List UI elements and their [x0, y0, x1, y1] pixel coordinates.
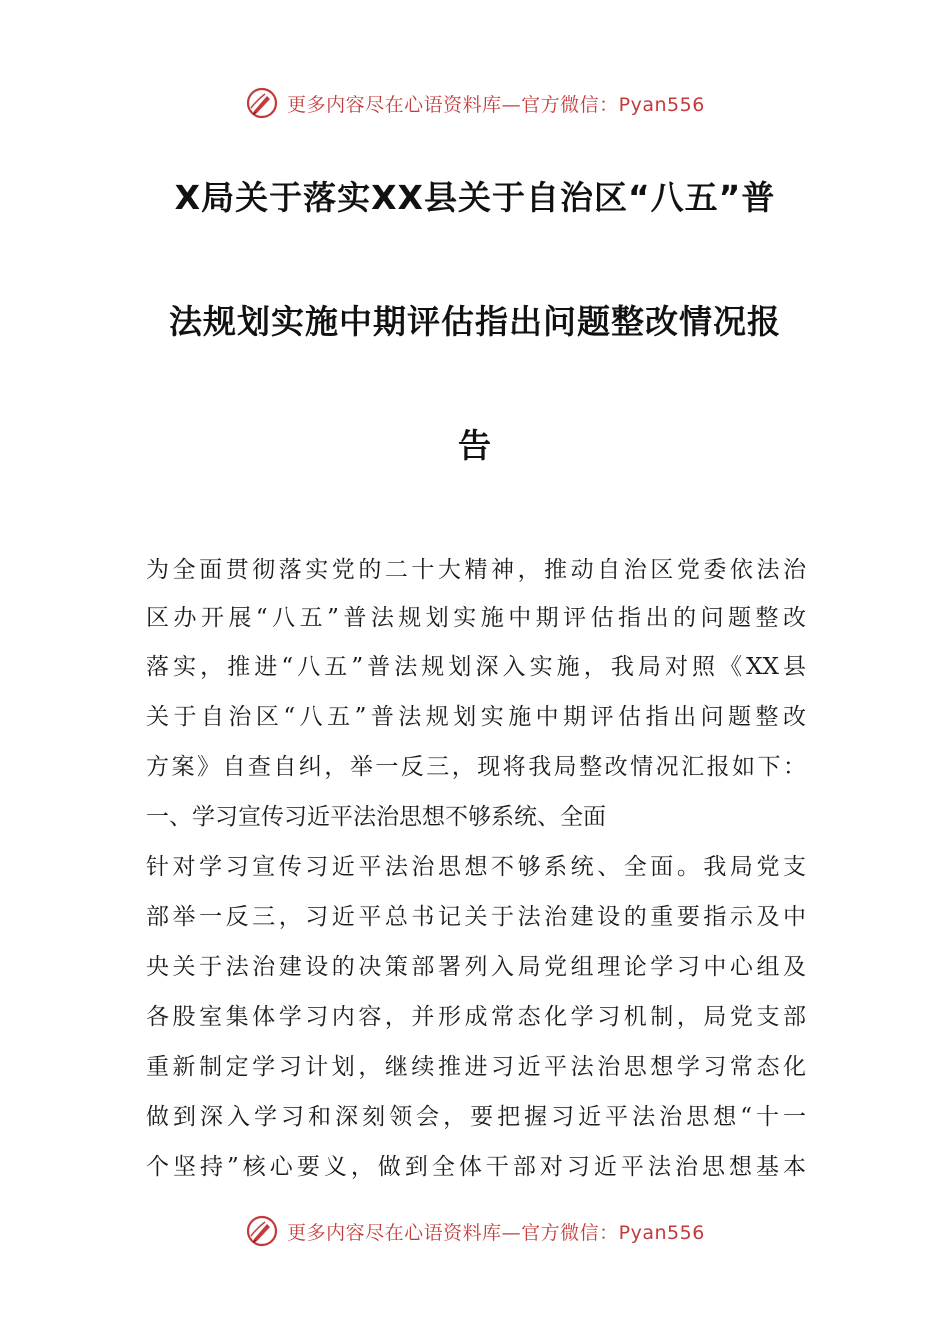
banner-slogan: 更多内容尽在心语资料库—官方微信：: [287, 1221, 619, 1244]
body-line: 方案》自查自纠，举一反三，现将我局整改情况汇报如下：: [146, 754, 806, 780]
pen-logo-icon: [245, 86, 279, 120]
footer-banner: [0, 1211, 950, 1251]
body-line: 做到深入学习和深刻领会，要把握习近平法治思想“十一: [146, 1104, 806, 1130]
body-line: 重新制定学习计划，继续推进习近平法治思想学习常态化: [146, 1054, 806, 1080]
wechat-id: Pyan556: [618, 93, 705, 116]
page-title-line-2: 法规划实施中期评估指出问题整改情况报: [169, 302, 781, 341]
body-line: 为全面贯彻落实党的二十大精神，推动自治区党委依法治: [146, 557, 806, 583]
body-line: 区办开展“八五”普法规划实施中期评估指出的问题整改: [146, 605, 806, 631]
banner-slogan: 更多内容尽在心语资料库—官方微信：: [287, 93, 619, 116]
section-heading: 一、学习宣传习近平法治思想不够系统、全面: [146, 804, 606, 830]
header-banner: [0, 83, 950, 123]
body-line: 各股室集体学习内容，并形成常态化学习机制，局党支部: [146, 1004, 806, 1030]
body-line: 个坚持”核心要义，做到全体干部对习近平法治思想基本: [146, 1154, 806, 1180]
page-title-line-1: X局关于落实XX县关于自治区“八五”普: [174, 178, 776, 217]
page-title-line-3: 告: [458, 426, 492, 465]
body-line: 部举一反三，习近平总书记关于法治建设的重要指示及中: [146, 904, 806, 930]
wechat-id: Pyan556: [618, 1221, 705, 1244]
banner-text: [287, 90, 705, 117]
body-line: 针对学习宣传习近平法治思想不够系统、全面。我局党支: [146, 854, 806, 880]
banner-text: [287, 1218, 705, 1245]
body-line: 落实，推进“八五”普法规划深入实施，我局对照《XX县: [146, 654, 806, 680]
body-line: 关于自治区“八五”普法规划实施中期评估指出问题整改: [146, 704, 806, 730]
body-line: 央关于法治建设的决策部署列入局党组理论学习中心组及: [146, 954, 806, 980]
pen-logo-icon: [245, 1214, 279, 1248]
